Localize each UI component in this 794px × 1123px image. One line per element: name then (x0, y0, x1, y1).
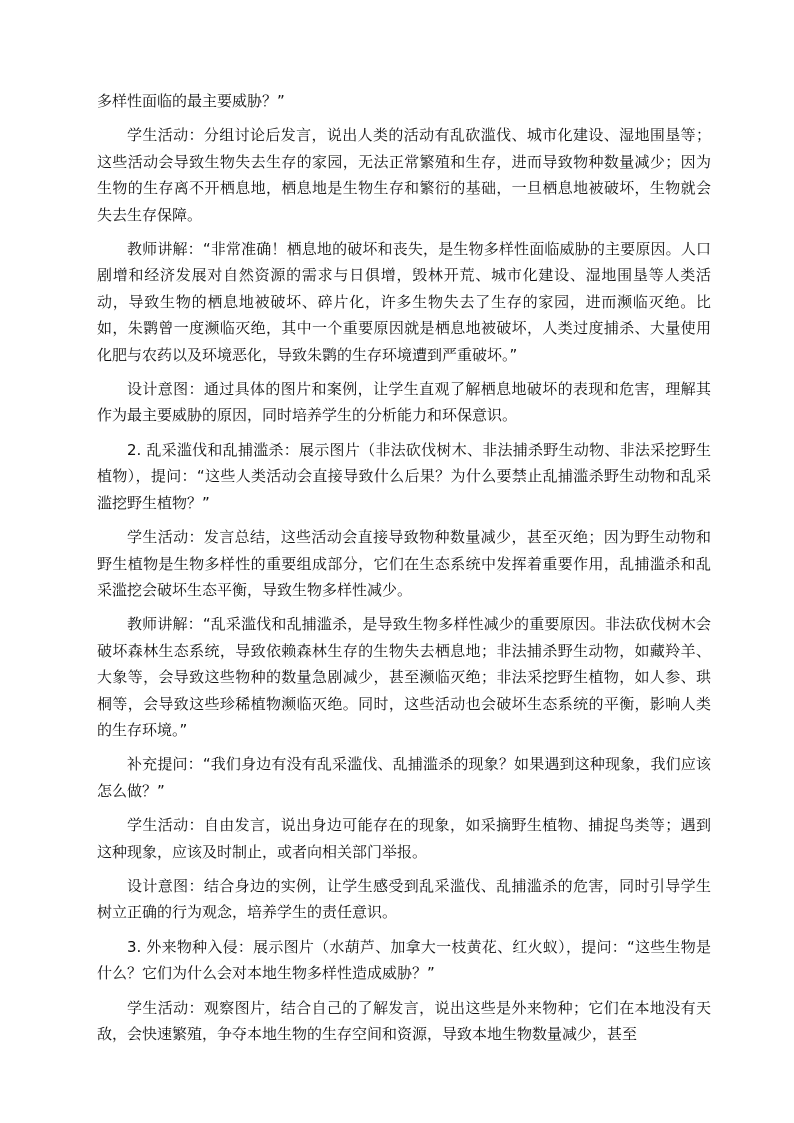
paragraph-design-intent: 设计意图：通过具体的图片和案例，让学生直观了解栖息地破坏的表现和危害，理解其作为最主要威胁的原因，同时培养学生的分析能力和环保意识。 (97, 380, 711, 425)
paragraph-design-intent: 设计意图：结合身边的实例，让学生感受到乱采滥伐、乱捕滥杀的危害，同时引导学生树立正确的行为观念，培养学生的责任意识。 (97, 876, 711, 922)
paragraph-supplementary-question: 补充提问：“我们身边有没有乱采滥伐、乱捕滥杀的现象？如果遇到这种现象，我们应该怎么做？” (97, 755, 711, 800)
paragraph-section-2: 2. 乱采滥伐和乱捕滥杀：展示图片（非法砍伐树木、非法捕杀野生动物、非法采挖野生植物），提问：“这些人类活动会直接导致什么后果？为什么要禁止乱捕滥杀野生动物和乱采滥挖野生植物？” (97, 440, 711, 512)
paragraph-student-activity: 学生活动：自由发言，说出身边可能存在的现象，如采摘野生植物、捕捉鸟类等；遇到这种现象，应该及时制止，或者向相关部门举报。 (97, 816, 711, 861)
document-page (97, 88, 711, 1055)
paragraph-teacher-explanation: 教师讲解：“乱采滥伐和乱捕滥杀，是导致生物多样性减少的重要原因。非法砍伐树木会破坏森林生态系统，导致依赖森林生存的生物失去栖息地；非法捕杀野生动物，如藏羚羊、大象等，会导致这些物种的数量急剧减少，甚至濒临灭绝；非法采挖野生植物，如人参、珙桐等，会导致这些珍稀植物濒临灭绝。同时，这些活动也会破坏生态系统的平衡，影响人类的生存环境。” (97, 615, 711, 739)
paragraph-student-activity: 学生活动：观察图片，结合自己的了解发言，说出这些是外来物种；它们在本地没有天敌，会快速繁殖，争夺本地生物的生存空间和资源，导致本地生物数量减少，甚至 (97, 998, 711, 1043)
paragraph-teacher-explanation: 教师讲解：“非常准确！栖息地的破坏和丧失，是生物多样性面临威胁的主要原因。人口剧增和经济发展对自然资源的需求与日俱增，毁林开荒、城市化建设、湿地围垦等人类活动，导致生物的栖息地被破坏、碎片化，许多生物失去了生存的家园，进而濒临灭绝。比如，朱鹮曾一度濒临灭绝，其中一个重要原因就是栖息地被破坏，人类过度捕杀、大量使用化肥与农药以及环境恶化，导致朱鹮的生存环境遭到严重破坏。” (97, 240, 711, 364)
paragraph-continuation: 多样性面临的最主要威胁？” (97, 92, 285, 110)
paragraph-student-activity: 学生活动：发言总结，这些活动会直接导致物种数量减少，甚至灭绝；因为野生动物和野生植物是生物多样性的重要组成部分，它们在生态系统中发挥着重要作用，乱捕滥杀和乱采滥挖会破坏生态平衡，导致生物多样性减少。 (97, 528, 711, 599)
paragraph-student-activity: 学生活动：分组讨论后发言，说出人类的活动有乱砍滥伐、城市化建设、湿地围垦等；这些活动会导致生物失去生存的家园，无法正常繁殖和生存，进而导致物种数量减少；因为生物的生存离不开栖息地，栖息地是生物生存和繁衍的基础，一旦栖息地被破坏，生物就会失去生存保障。 (97, 126, 711, 224)
paragraph-section-3: 3. 外来物种入侵：展示图片（水葫芦、加拿大一枝黄花、红火蚁），提问：“这些生物是什么？它们为什么会对本地生物多样性造成威胁？” (97, 937, 711, 983)
